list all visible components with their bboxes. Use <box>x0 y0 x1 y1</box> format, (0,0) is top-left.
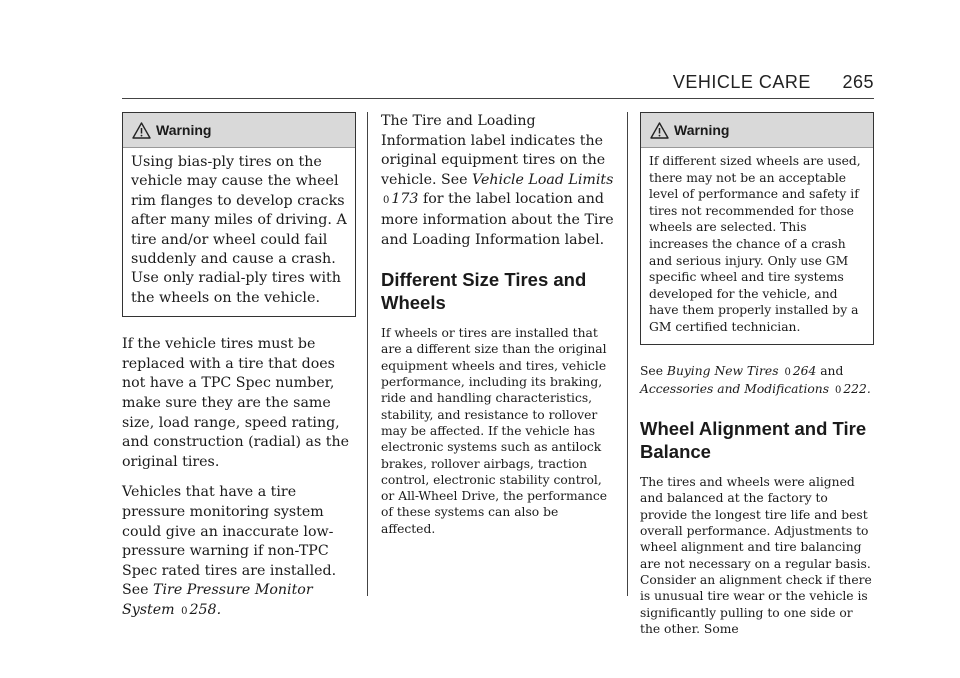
cross-reference-link[interactable]: Buying New Tires <box>666 363 779 378</box>
page-reference-arrow-icon: 0 <box>181 605 188 617</box>
warning-triangle-icon <box>132 122 151 139</box>
warning-triangle-icon <box>650 122 669 139</box>
page-reference-arrow-icon: 0 <box>784 366 791 378</box>
paragraph-text: The Tire and Loading Information label indicates the original equipment tires on the vehicle. See <box>381 113 606 188</box>
section-title: VEHICLE CARE <box>672 72 811 92</box>
reference-page-number[interactable]: 258 <box>189 601 217 618</box>
section-heading: Different Size Tires and Wheels <box>381 269 587 314</box>
warning-text: Using bias-ply tires on the vehicle may cause the wheel rim flanges to develop cracks after many miles of driving. A tire and/or wheel could fail suddenly and cause a crash. Use only radial-ply tires with the wheels on the vehicle. <box>131 154 347 306</box>
paragraph <box>381 112 615 250</box>
warning-title: Warning <box>674 122 730 138</box>
page-reference-arrow-icon: 0 <box>834 384 842 396</box>
column-1 <box>122 112 356 622</box>
warning-box <box>640 112 874 345</box>
sentence-end: . <box>216 601 222 618</box>
paragraph-text: for the label location and more information about the Tire and Loading Information label. <box>381 191 614 248</box>
cross-reference-link[interactable]: Accessories and Modifications <box>640 381 830 396</box>
warning-header <box>641 113 873 148</box>
paragraph: If the vehicle tires must be replaced with a tire that does not have a TPC Spec number, make sure they are the same size, load range, speed rating, and construction (radial) as the original tires. <box>122 336 350 470</box>
running-header <box>673 72 874 93</box>
paragraph: If wheels or tires are installed that are a different size than the original equipment wheels and tires, vehicle performance, including its braking, ride and handling characteristics, stability, and resistance to rollover may be affected. If the vehicle has electronic systems such as antilock brakes, rollover airbags, traction control, electronic stability control, or All-Wheel Drive, the performance of these systems can also be affected. <box>381 326 608 536</box>
page-reference-arrow-icon: 0 <box>383 195 390 207</box>
warning-text: If different sized wheels are used, there may not be an acceptable level of performance and safety if tires not recommended for those wheels are selected. This increases the chance of a crash and serious injury. Only use GM specific wheel and tire systems developed for the vehicle, and have them properly installed by a GM certified technician. <box>649 154 861 334</box>
reference-page-number[interactable]: 222 <box>843 381 867 396</box>
page-number: 265 <box>842 72 874 92</box>
header-rule <box>122 98 874 99</box>
column-3 <box>640 112 874 637</box>
reference-page-number[interactable]: 264 <box>792 363 817 378</box>
paragraph-text: and <box>820 363 844 378</box>
paragraph-text: See <box>640 363 663 378</box>
section-heading: Wheel Alignment and Tire Balance <box>640 418 867 463</box>
warning-title: Warning <box>156 122 212 138</box>
paragraph: The tires and wheels were aligned and balanced at the factory to provide the longest tire life and best overall performance. Adjustments to wheel alignment and tire balancing are not necessary on a regular basis. Consider an alignment check if there is unusual tire wear or the vehicle is significantly pulling to one side or the other. Some <box>640 475 872 636</box>
cross-reference-link[interactable]: Tire Pressure Monitor System <box>122 582 313 618</box>
sentence-end: . <box>866 381 871 396</box>
column-divider <box>367 112 368 596</box>
warning-header <box>123 113 355 148</box>
paragraph <box>640 363 874 400</box>
paragraph <box>122 483 356 621</box>
cross-reference-link[interactable]: Vehicle Load Limits <box>472 171 614 188</box>
reference-page-number[interactable]: 173 <box>391 191 419 208</box>
column-2 <box>381 112 615 537</box>
warning-box <box>122 112 356 317</box>
column-divider <box>627 112 628 596</box>
paragraph-text: Vehicles that have a tire pressure monitoring system could give an inaccurate low-pressure warning if non-TPC Spec rated tires are installed. See <box>122 484 337 599</box>
